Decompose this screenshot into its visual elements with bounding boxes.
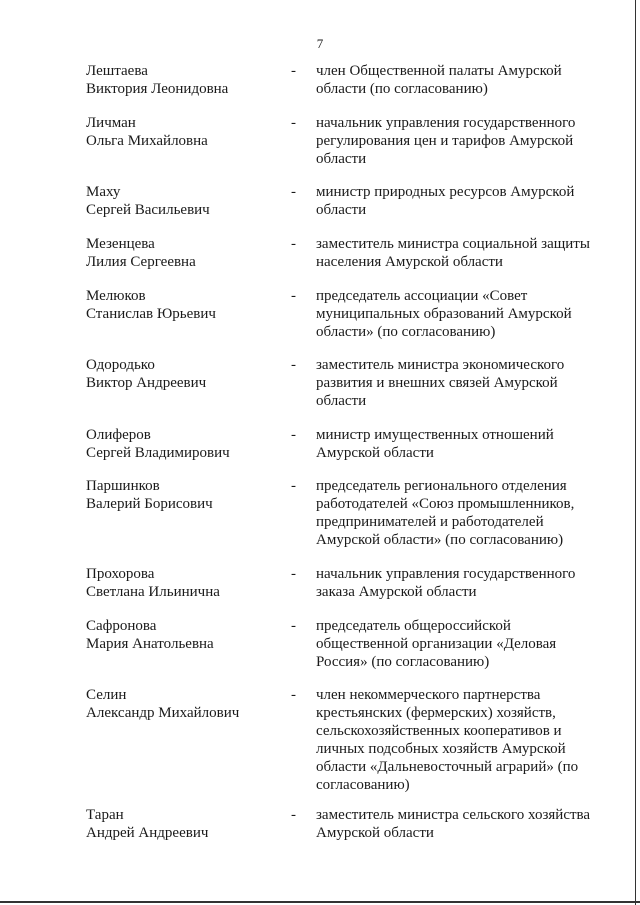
role-line: крестьянских (фермерских) хозяйств, xyxy=(316,705,556,721)
role-line: области xyxy=(316,393,367,409)
member-given-names: Андрей Андреевич xyxy=(86,825,209,841)
member-name xyxy=(86,183,276,219)
member-given-names: Сергей Васильевич xyxy=(86,202,210,218)
member-surname: Сафронова xyxy=(86,618,157,634)
role-line: заказа Амурской области xyxy=(316,584,477,600)
role-line: области» (по согласованию) xyxy=(316,324,496,340)
member-given-names: Светлана Ильинична xyxy=(86,584,220,600)
role-line: регулирования цен и тарифов Амурской xyxy=(316,133,574,149)
role-line: председатель общероссийской xyxy=(316,618,511,634)
member-name xyxy=(86,235,276,271)
member-name xyxy=(86,287,276,323)
member-name xyxy=(86,62,276,98)
dash-separator: - xyxy=(291,566,296,582)
dash-separator: - xyxy=(291,687,296,703)
role-line: населения Амурской области xyxy=(316,254,503,270)
member-role xyxy=(316,235,608,271)
dash-separator: - xyxy=(291,184,296,200)
dash-separator: - xyxy=(291,115,296,131)
member-surname: Маху xyxy=(86,184,121,200)
member-role xyxy=(316,287,608,341)
role-line: предпринимателей и работодателей xyxy=(316,514,544,530)
member-given-names: Виктория Леонидовна xyxy=(86,81,229,97)
member-name xyxy=(86,806,276,842)
member-given-names: Валерий Борисович xyxy=(86,496,213,512)
member-given-names: Александр Михайлович xyxy=(86,705,240,721)
member-name xyxy=(86,565,276,601)
role-line: области xyxy=(316,202,367,218)
member-role xyxy=(316,686,608,794)
role-line: области «Дальневосточный аграрий» (по xyxy=(316,759,579,775)
role-line: начальник управления государственного xyxy=(316,115,576,131)
member-role xyxy=(316,806,608,842)
role-line: согласованию) xyxy=(316,777,410,793)
role-line: области xyxy=(316,151,367,167)
role-line: заместитель министра социальной защиты xyxy=(316,236,590,252)
role-line: заместитель министра экономического xyxy=(316,357,565,373)
member-surname: Олиферов xyxy=(86,427,151,443)
member-given-names: Ольга Михайловна xyxy=(86,133,208,149)
member-given-names: Сергей Владимирович xyxy=(86,445,230,461)
role-line: Амурской области xyxy=(316,825,434,841)
member-name xyxy=(86,686,276,722)
member-surname: Таран xyxy=(86,807,124,823)
role-line: работодателей «Союз промышленников, xyxy=(316,496,575,512)
member-role xyxy=(316,183,608,219)
member-role xyxy=(316,426,608,462)
dash-separator: - xyxy=(291,478,296,494)
scan-edge-line xyxy=(635,0,636,905)
member-surname: Одородько xyxy=(86,357,155,373)
dash-separator: - xyxy=(291,357,296,373)
member-role xyxy=(316,356,608,410)
role-line: председатель ассоциации «Совет xyxy=(316,288,528,304)
role-line: Амурской области» (по согласованию) xyxy=(316,532,564,548)
member-role xyxy=(316,477,608,549)
member-surname: Паршинков xyxy=(86,478,160,494)
member-given-names: Лилия Сергеевна xyxy=(86,254,196,270)
scan-edge-line xyxy=(0,901,640,903)
member-name xyxy=(86,114,276,150)
role-line: министр природных ресурсов Амурской xyxy=(316,184,575,200)
role-line: Россия» (по согласованию) xyxy=(316,654,490,670)
member-surname: Мелюков xyxy=(86,288,146,304)
member-surname: Прохорова xyxy=(86,566,155,582)
member-role xyxy=(316,114,608,168)
page-number: 7 xyxy=(316,36,324,51)
member-given-names: Станислав Юрьевич xyxy=(86,306,216,322)
role-line: член некоммерческого партнерства xyxy=(316,687,541,703)
role-line: сельскохозяйственных кооперативов и xyxy=(316,723,562,739)
member-role xyxy=(316,62,608,98)
role-line: Амурской области xyxy=(316,445,434,461)
dash-separator: - xyxy=(291,288,296,304)
member-role xyxy=(316,617,608,671)
role-line: общественной организации «Деловая xyxy=(316,636,557,652)
member-surname: Личман xyxy=(86,115,136,131)
member-given-names: Виктор Андреевич xyxy=(86,375,207,391)
dash-separator: - xyxy=(291,427,296,443)
dash-separator: - xyxy=(291,807,296,823)
role-line: личных подсобных хозяйств Амурской xyxy=(316,741,566,757)
role-line: развития и внешних связей Амурской xyxy=(316,375,558,391)
role-line: области (по согласованию) xyxy=(316,81,488,97)
dash-separator: - xyxy=(291,63,296,79)
member-surname: Селин xyxy=(86,687,127,703)
member-surname: Лештаева xyxy=(86,63,148,79)
dash-separator: - xyxy=(291,236,296,252)
role-line: член Общественной палаты Амурской xyxy=(316,63,562,79)
member-name xyxy=(86,356,276,392)
role-line: председатель регионального отделения xyxy=(316,478,567,494)
role-line: заместитель министра сельского хозяйства xyxy=(316,807,591,823)
role-line: начальник управления государственного xyxy=(316,566,576,582)
member-name xyxy=(86,477,276,513)
member-name xyxy=(86,426,276,462)
role-line: министр имущественных отношений xyxy=(316,427,554,443)
dash-separator: - xyxy=(291,618,296,634)
member-surname: Мезенцева xyxy=(86,236,155,252)
role-line: муниципальных образований Амурской xyxy=(316,306,572,322)
member-name xyxy=(86,617,276,653)
member-given-names: Мария Анатольевна xyxy=(86,636,214,652)
member-role xyxy=(316,565,608,601)
